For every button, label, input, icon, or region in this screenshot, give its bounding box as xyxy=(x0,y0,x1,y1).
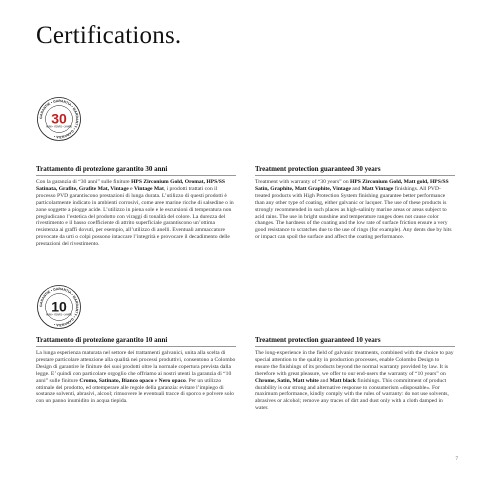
warranty-seal-10-icon xyxy=(36,284,82,330)
section-en-30 xyxy=(255,165,455,241)
section-heading: Trattamento di protezione garantito 30 anni xyxy=(36,165,236,176)
seal-years-label: ANNI • YEARS • JAHRE xyxy=(46,313,72,317)
section-en-10 xyxy=(255,336,455,412)
page-number: 7 xyxy=(455,457,458,462)
section-it-10 xyxy=(36,336,236,405)
section-body: Con la garanzia di “30 anni” sulle finiture HPS Zirconium Gold, Oromat, HPS/SS Satinata, Grafite, Grafite Mat, Vintage e Vintage Mat, i prodotti trattati con il processo PVD garantiscono prestazioni di lunga durata. L’utilizzo di questi prodotti è particolarmente indicato in ambienti corrosivi, come aree marine ricche di salsedine o in zone soggette a piogge acide. L’utilizzo in piena sole e le escursioni di temperatura non pregiudicano l’estetica del prodotto con viraggi di tonalità del colore. La durezza del rivestimento e il basso coefficiente di attrito superficiale garantiscono un’ottima resistenza ai graffi dovuti, per esempio, all’utilizzo di anelli. Eventuali ammaccature provocate da urti o colpi possono intaccare l’integrità e provocare il decadimento delle prestazioni del rivestimento. xyxy=(36,179,234,248)
page-title: Certifications. xyxy=(36,22,182,49)
seal-number: 10 xyxy=(51,298,67,315)
warranty-seal-30-icon xyxy=(36,96,82,142)
section-heading: Trattamento di protezione garantito 10 anni xyxy=(36,336,236,347)
seal-years-label: ANNI • YEARS • JAHRE xyxy=(46,125,72,129)
section-it-30 xyxy=(36,165,236,248)
seal-number: 30 xyxy=(51,110,67,127)
seal-ring-text: GARANTIE • GARANTIA • WARRANTY • GARANZIA • xyxy=(38,286,80,328)
section-body: Treatment with warranty of “30 years” on HPS Zirconium Gold, Matt gold, HPS/SS Satin, Graphite, Matt Graphite, Vintage and Matt Vintage finishings. All PVD-treated products with High Protection System finishing guarantee better performance than any other type of coating, either galvanic or lacquer. The use of these products is strongly recommended in such places as high-salinity marine areas or areas subject to acid rains. The use in bright sunshine and temperature ranges does not cause color changes. The hardness of the coating and the low rate of surface friction ensure a very good resistance to scratches due to the use of rings (for example). Any dents due by hits or impact can spoil the surface and affect the coating performance. xyxy=(255,179,452,241)
section-body: The long-experience in the field of galvanic treatments, combined with the choice to pay special attention to the quality in production processes, enable Colombo Design to ensure the finishings of its products beyond the normal warranty provided by law. It is therefore with great pleasure, we offer to our end-users the warranty of “10 years” on Chrome, Satin, Matt white and Matt black finishings. This commitment of product durability is our strong and alternative response to consumerism «disposable». For maximum performance, kindly comply with the rules of warranty: do not use solvents, abrasives or alcohol; remove any traces of dirt and dust only with a cloth damped in water. xyxy=(255,350,454,412)
seal-ring-text: GARANTIE • GARANTIA • WARRANTY • GARANZIA • xyxy=(38,98,80,140)
section-heading: Treatment protection guaranteed 10 years xyxy=(255,336,455,347)
section-body: La lunga esperienza maturata nel settore dei trattamenti galvanici, unita alla scelta di prestare particolare attenzione alla qualità nei processi produttivi, consentono a Colombo Design di garantire le finiture dei suoi prodotti oltre la normale copertura prevista dalla legge. E’ quindi con particolare orgoglio che offriamo ai nostri utenti la garanzia di “10 anni” sulle finiture Cromo, Satinato, Bianco opaco e Nero opaco. Per un utilizzo ottimale del prodotto, ed ottemperare alle regole della garanzia: evitare l’impiego di sostanze solventi, abrasivi, alcool; rimuovere le eventuali tracce di sporco e polvere solo con un panno inumidito in acqua tiepida. xyxy=(36,350,236,405)
section-heading: Treatment protection guaranteed 30 years xyxy=(255,165,455,176)
